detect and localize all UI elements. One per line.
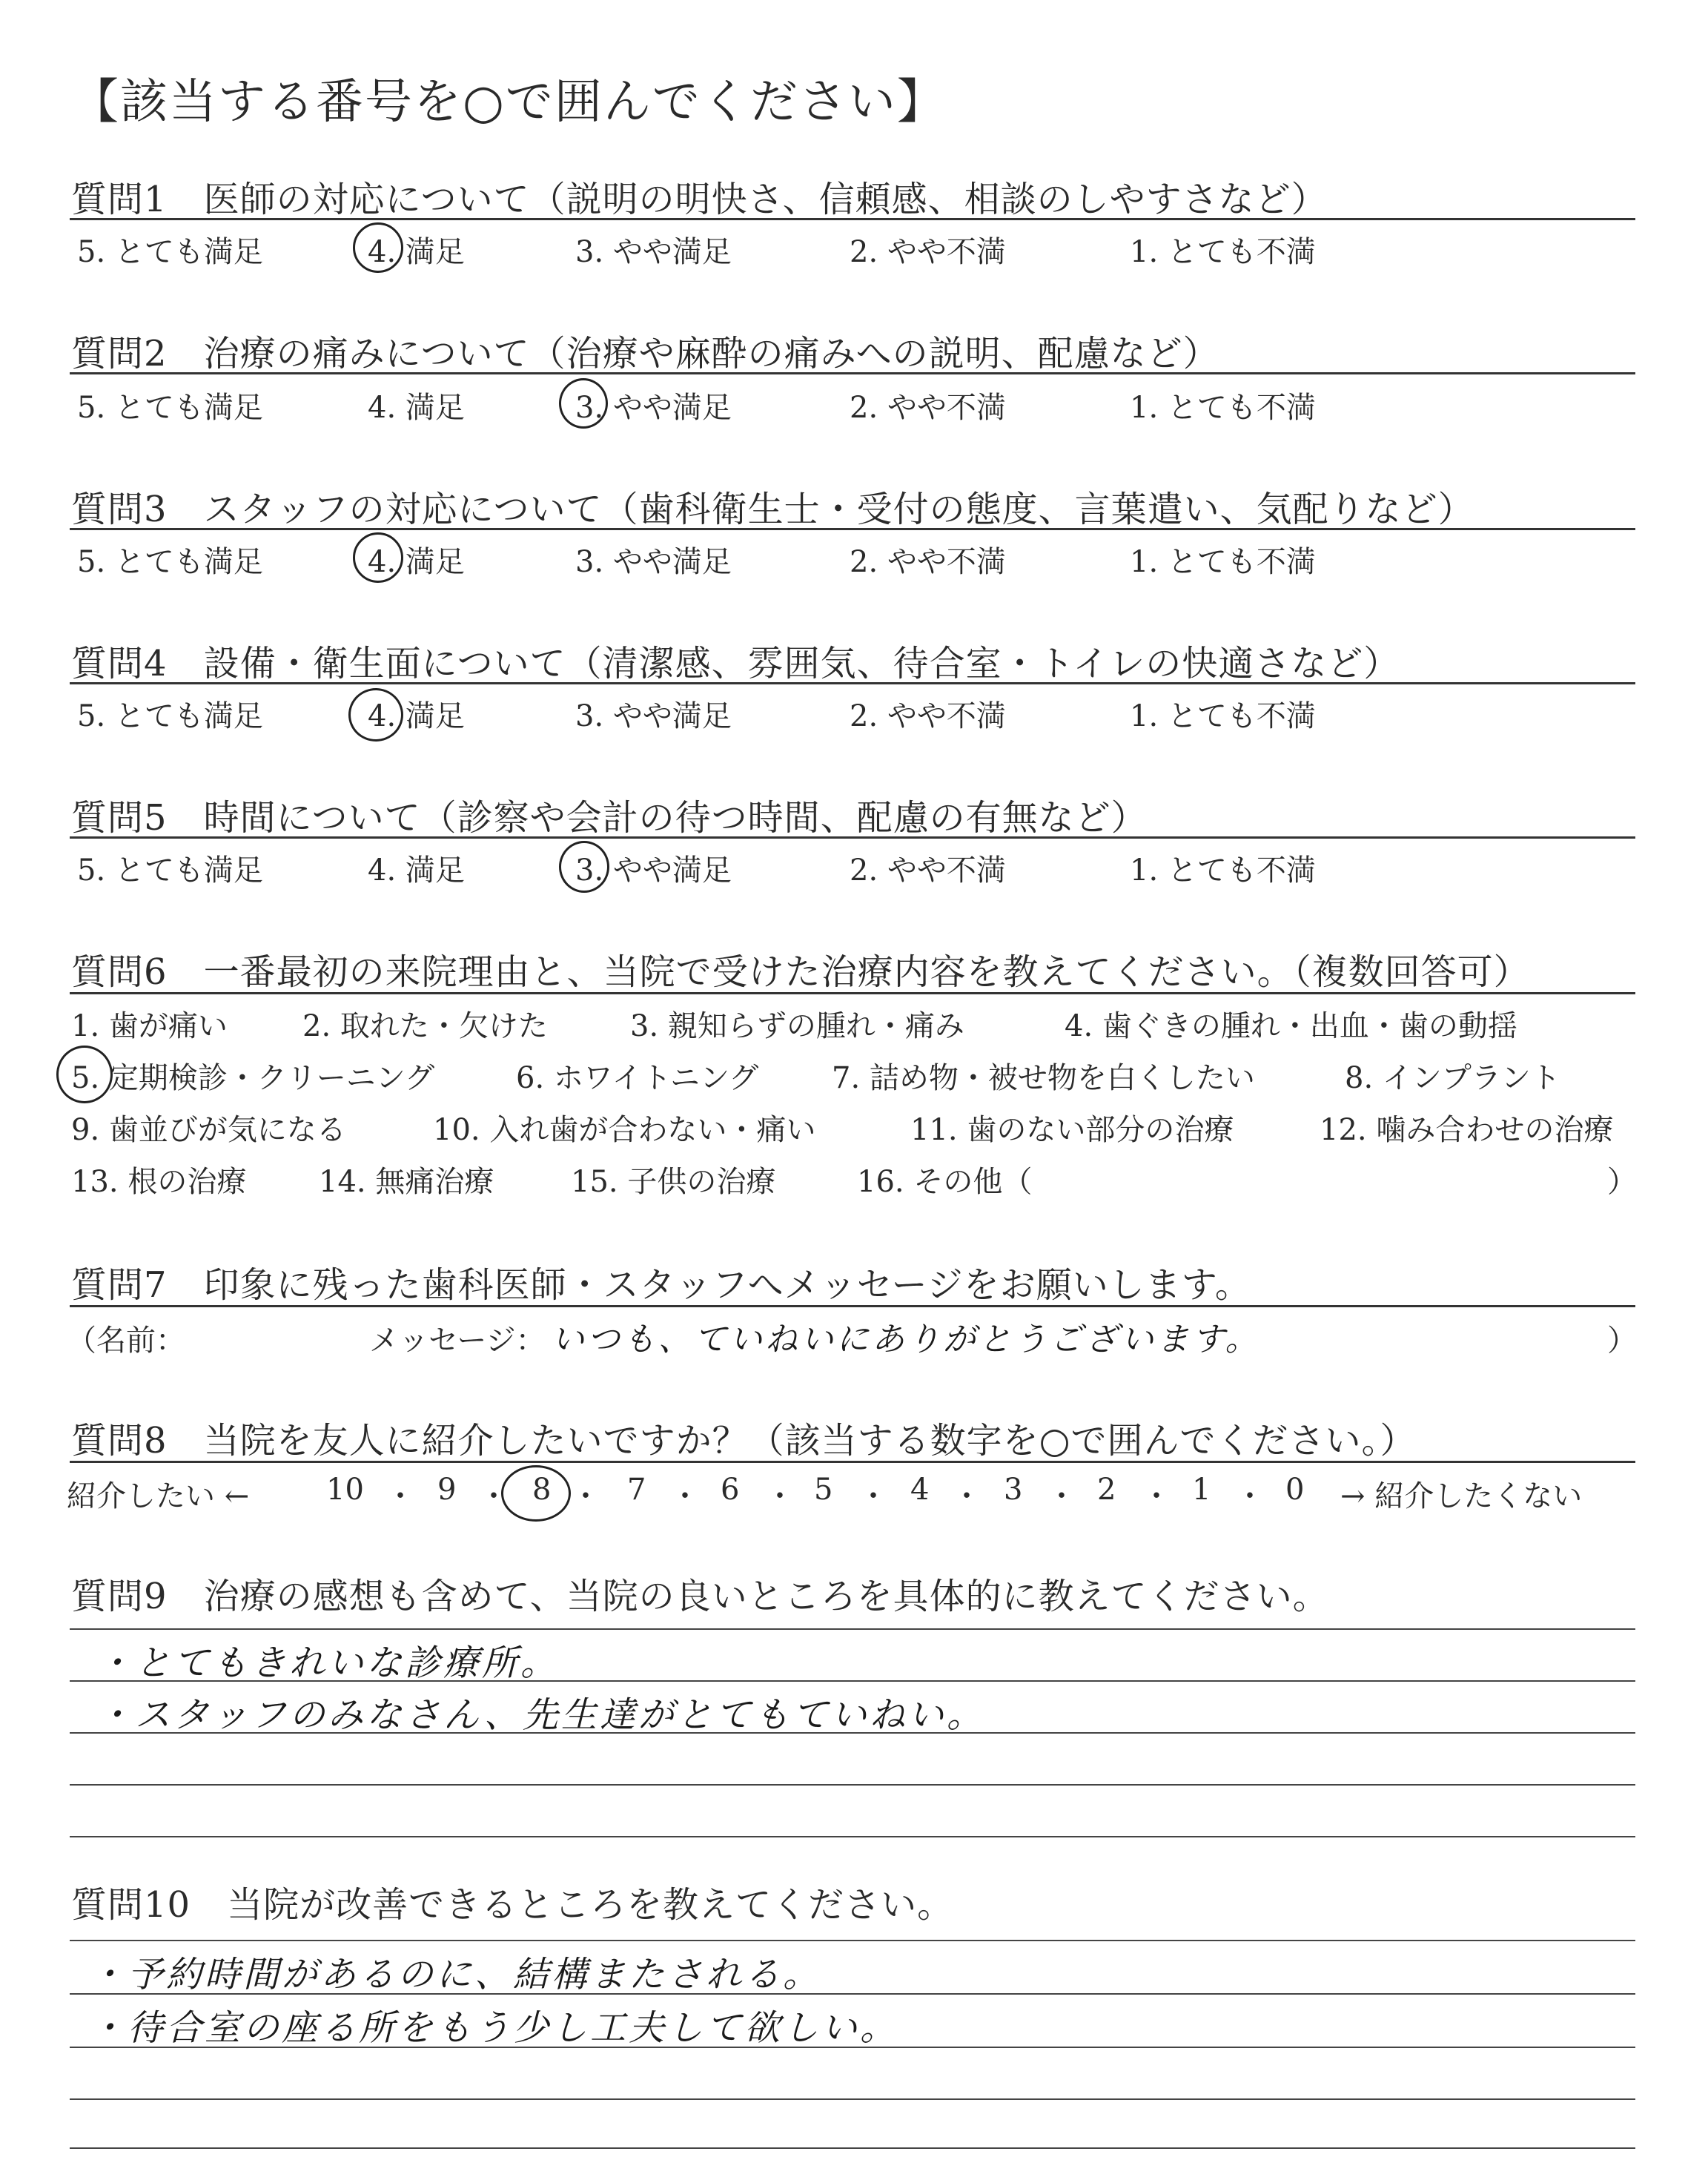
question-label: 質問3 xyxy=(71,489,168,530)
heading-rule xyxy=(70,372,1635,374)
answer-line xyxy=(70,1732,1635,1734)
treatment-option-5[interactable]: 5. 定期検診・クリーニング xyxy=(71,1061,435,1095)
question-text: スタッフの対応について（歯科衛生士・受付の態度、言葉遣い、気配りなど） xyxy=(203,489,1474,530)
option-5[interactable]: 5. とても満足 xyxy=(77,853,263,888)
selection-circle xyxy=(56,1046,113,1103)
question-label: 質問6 xyxy=(71,951,168,993)
scale-9[interactable]: 9 xyxy=(437,1473,457,1507)
scale-separator: ・ xyxy=(571,1479,600,1513)
question-heading xyxy=(71,1412,1416,1463)
treatment-option-10[interactable]: 10. 入れ歯が合わない・痛い xyxy=(433,1113,816,1147)
treatment-option-11[interactable]: 11. 歯のない部分の治療 xyxy=(910,1113,1234,1147)
question-text: 当院が改善できるところを教えてください。 xyxy=(227,1884,954,1926)
question-heading xyxy=(71,635,1400,686)
answer-line xyxy=(70,1993,1635,1995)
option-4[interactable]: 4. 満足 xyxy=(368,853,465,888)
heading-rule xyxy=(70,682,1635,684)
message-label: メッセージ： xyxy=(369,1324,546,1358)
option-5[interactable]: 5. とても満足 xyxy=(77,391,263,425)
scale-8[interactable]: 8 xyxy=(532,1473,552,1507)
answer-text: ・予約時間があるのに、結構またされる。 xyxy=(89,1954,822,1995)
scale-separator: ・ xyxy=(858,1479,888,1513)
scale-separator: ・ xyxy=(1047,1479,1076,1513)
question-heading xyxy=(71,480,1474,532)
option-2[interactable]: 2. やや不満 xyxy=(850,853,1006,888)
option-5[interactable]: 5. とても満足 xyxy=(77,545,263,579)
question-label: 質問10 xyxy=(71,1884,191,1926)
scale-5[interactable]: 5 xyxy=(814,1473,833,1507)
option-1[interactable]: 1. とても不満 xyxy=(1130,235,1316,269)
question-label: 質問2 xyxy=(71,333,168,374)
option-2[interactable]: 2. やや不満 xyxy=(850,391,1006,425)
option-3[interactable]: 3. やや満足 xyxy=(575,545,732,579)
option-1[interactable]: 1. とても不満 xyxy=(1130,699,1316,733)
answer-line xyxy=(70,1836,1635,1837)
option-1[interactable]: 1. とても不満 xyxy=(1130,853,1316,888)
other-close-paren: ） xyxy=(1607,1165,1637,1199)
option-4[interactable]: 4. 満足 xyxy=(368,699,465,733)
selection-circle xyxy=(348,688,403,742)
treatment-option-8[interactable]: 8. インプラント xyxy=(1345,1061,1560,1095)
scale-1[interactable]: 1 xyxy=(1192,1473,1211,1507)
question-label: 質問7 xyxy=(71,1264,168,1306)
heading-rule xyxy=(70,1305,1635,1307)
name-label: （名前： xyxy=(67,1324,185,1358)
question-text: 治療の感想も含めて、当院の良いところを具体的に教えてください。 xyxy=(203,1576,1329,1617)
scale-separator: ・ xyxy=(385,1479,415,1513)
question-heading xyxy=(71,943,1530,994)
treatment-option-15[interactable]: 15. 子供の治療 xyxy=(571,1165,776,1199)
treatment-option-12[interactable]: 12. 噛み合わせの治療 xyxy=(1320,1113,1614,1147)
page-title: 【該当する番号を○で囲んでください】 xyxy=(71,75,946,130)
selection-circle xyxy=(559,378,608,429)
option-2[interactable]: 2. やや不満 xyxy=(850,699,1006,733)
answer-line xyxy=(70,1628,1635,1630)
scale-separator: ・ xyxy=(1235,1479,1265,1513)
option-2[interactable]: 2. やや不満 xyxy=(850,235,1006,269)
scale-separator: ・ xyxy=(479,1479,509,1513)
option-3[interactable]: 3. やや満足 xyxy=(575,853,732,888)
treatment-option-4[interactable]: 4. 歯ぐきの腫れ・出血・歯の動揺 xyxy=(1065,1009,1517,1043)
scale-0[interactable]: 0 xyxy=(1285,1473,1305,1507)
answer-text: ・とてもきれいな診療所。 xyxy=(96,1642,560,1684)
heading-rule xyxy=(70,836,1635,839)
option-4[interactable]: 4. 満足 xyxy=(368,391,465,425)
scale-left-label: 紹介したい ← xyxy=(67,1479,250,1513)
treatment-option-14[interactable]: 14. 無痛治療 xyxy=(319,1165,494,1199)
question-heading xyxy=(71,1256,1251,1307)
heading-rule xyxy=(70,218,1635,220)
question-text: 医師の対応について（説明の明快さ、信頼感、相談のしやすさなど） xyxy=(203,179,1328,220)
scale-4[interactable]: 4 xyxy=(910,1473,930,1507)
option-3[interactable]: 3. やや満足 xyxy=(575,699,732,733)
question-heading xyxy=(71,325,1219,376)
heading-rule xyxy=(70,1461,1635,1463)
scale-right-label: → 紹介したくない xyxy=(1340,1479,1583,1513)
question-text: 当院を友人に紹介したいですか？（該当する数字を○で囲んでください。） xyxy=(203,1420,1417,1462)
option-1[interactable]: 1. とても不満 xyxy=(1130,391,1316,425)
answer-line xyxy=(70,1940,1635,1941)
option-4[interactable]: 4. 満足 xyxy=(368,545,465,579)
question-label: 質問9 xyxy=(71,1576,168,1617)
question-text: 設備・衛生面について（清潔感、雰囲気、待合室・トイレの快適さなど） xyxy=(203,643,1400,684)
option-5[interactable]: 5. とても満足 xyxy=(77,699,263,733)
question-label: 質問8 xyxy=(71,1420,168,1462)
scale-separator: ・ xyxy=(765,1479,795,1513)
answer-line xyxy=(70,2047,1635,2048)
treatment-option-3[interactable]: 3. 親知らずの腫れ・痛み xyxy=(630,1009,964,1043)
scale-7[interactable]: 7 xyxy=(627,1473,646,1507)
answer-text: ・待合室の座る所をもう少し工夫して欲しい。 xyxy=(89,2007,899,2049)
treatment-option-2[interactable]: 2. 取れた・欠けた xyxy=(302,1009,548,1043)
answer-line xyxy=(70,2098,1635,2100)
question-heading xyxy=(71,789,1148,840)
treatment-option-7[interactable]: 7. 詰め物・被せ物を白くしたい xyxy=(832,1061,1255,1095)
scale-3[interactable]: 3 xyxy=(1004,1473,1023,1507)
scale-separator: ・ xyxy=(670,1479,700,1513)
selection-circle xyxy=(353,222,403,273)
question-text: 治療の痛みについて（治療や麻酔の痛みへの説明、配慮など） xyxy=(203,333,1219,374)
scale-2[interactable]: 2 xyxy=(1097,1473,1116,1507)
treatment-option-13[interactable]: 13. 根の治療 xyxy=(71,1165,247,1199)
question-label: 質問1 xyxy=(71,179,168,220)
answer-line xyxy=(70,1784,1635,1786)
scale-10[interactable]: 10 xyxy=(326,1473,364,1507)
treatment-option-16[interactable]: 16. その他（ xyxy=(857,1165,1033,1199)
question-heading xyxy=(71,1568,1329,1619)
question-text: 印象に残った歯科医師・スタッフへメッセージをお願いします。 xyxy=(203,1264,1251,1306)
option-1[interactable]: 1. とても不満 xyxy=(1130,545,1316,579)
treatment-option-1[interactable]: 1. 歯が痛い xyxy=(71,1009,228,1043)
selection-circle xyxy=(501,1465,571,1522)
answer-line xyxy=(70,2147,1635,2149)
option-5[interactable]: 5. とても満足 xyxy=(77,235,263,269)
question-heading xyxy=(71,1876,953,1927)
selection-circle xyxy=(353,532,403,583)
selection-circle xyxy=(559,841,609,893)
option-3[interactable]: 3. やや満足 xyxy=(575,235,732,269)
option-3[interactable]: 3. やや満足 xyxy=(575,391,732,425)
question-text: 時間について（診察や会計の待つ時間、配慮の有無など） xyxy=(203,797,1148,839)
question-text: 一番最初の来院理由と、当院で受けた治療内容を教えてください。（複数回答可） xyxy=(203,951,1530,993)
answer-line xyxy=(70,1680,1635,1682)
message-close-paren: ） xyxy=(1607,1324,1637,1358)
option-2[interactable]: 2. やや不満 xyxy=(850,545,1006,579)
heading-rule xyxy=(70,528,1635,530)
answer-text: ・スタッフのみなさん、先生達がとてもていねい。 xyxy=(96,1694,985,1736)
scale-6[interactable]: 6 xyxy=(721,1473,740,1507)
message-answer: いつも、ていねいにありがとうございます。 xyxy=(552,1321,1261,1358)
treatment-option-9[interactable]: 9. 歯並びが気になる xyxy=(71,1113,346,1147)
treatment-option-6[interactable]: 6. ホワイトニング xyxy=(516,1061,759,1095)
scale-separator: ・ xyxy=(952,1479,982,1513)
heading-rule xyxy=(70,992,1635,994)
option-4[interactable]: 4. 満足 xyxy=(368,235,465,269)
question-label: 質問4 xyxy=(71,643,168,684)
question-label: 質問5 xyxy=(71,797,168,839)
scale-separator: ・ xyxy=(1142,1479,1171,1513)
question-heading xyxy=(71,171,1328,222)
